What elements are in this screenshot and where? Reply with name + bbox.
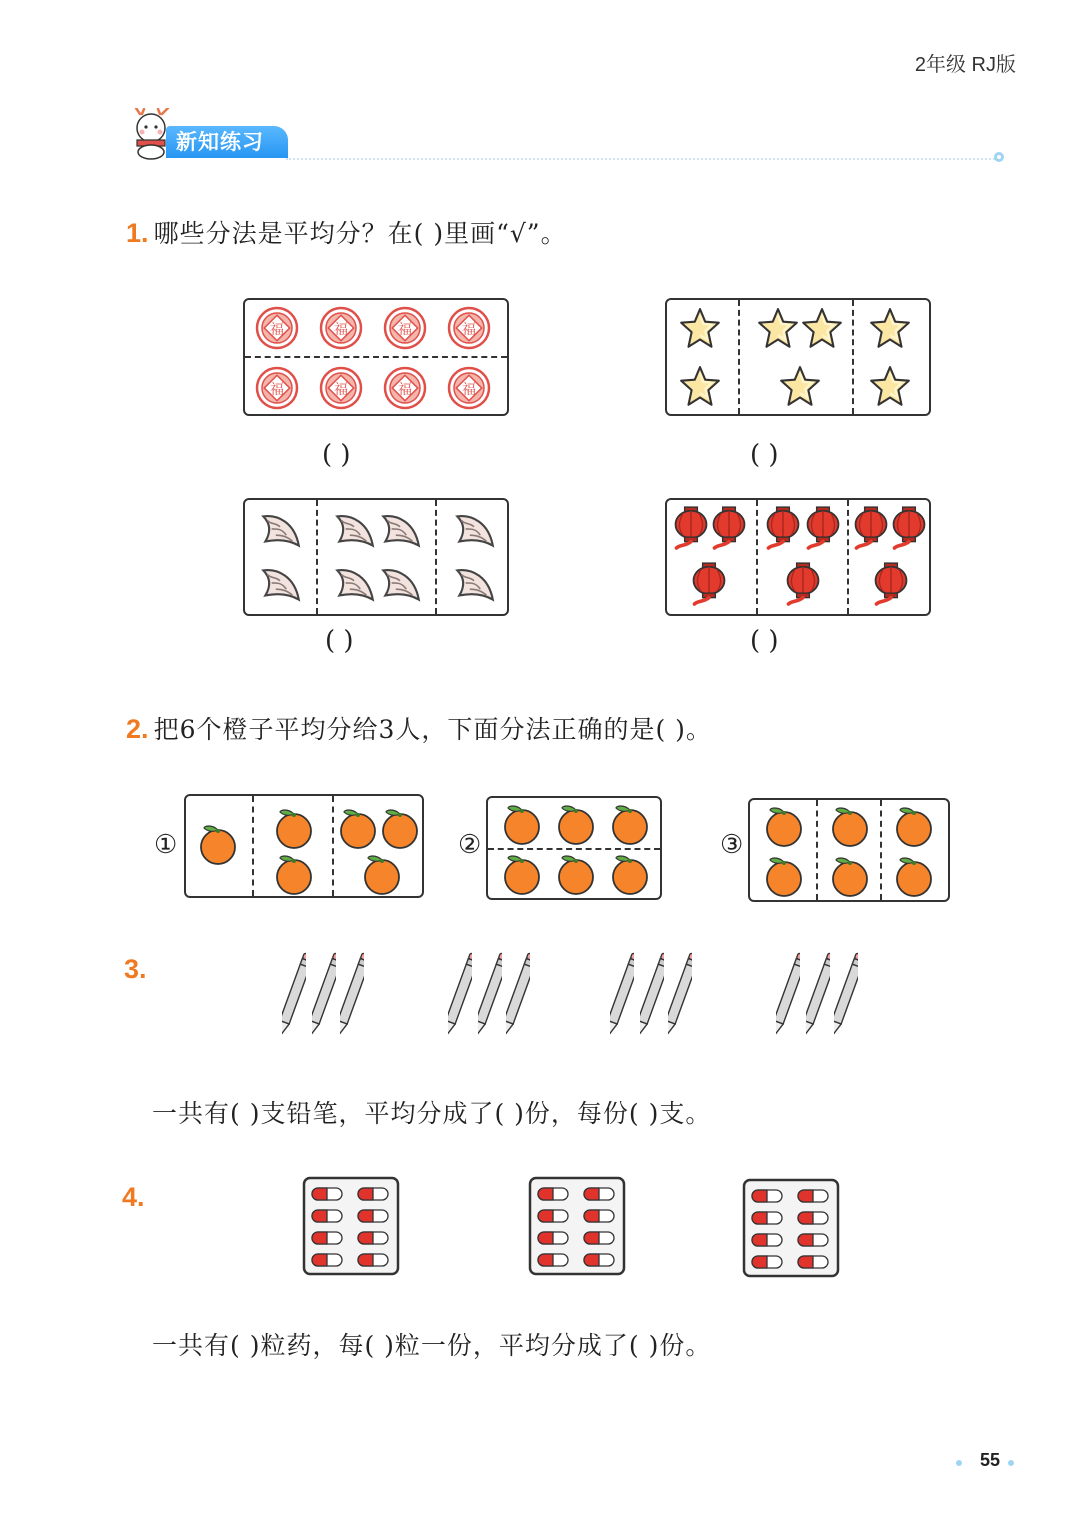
option-label[interactable]: ③: [720, 830, 744, 860]
question-number: 4.: [122, 1182, 145, 1212]
pill-blister-icon: [302, 1176, 400, 1276]
section-title: 新知练习: [166, 126, 288, 158]
fu-stamp-icon: [255, 306, 501, 410]
section-banner: [128, 112, 288, 160]
star-cookie-group: [665, 298, 931, 416]
orange-option-1[interactable]: [184, 794, 424, 898]
section-divider: [286, 158, 998, 160]
page-dot-left: [956, 1460, 962, 1466]
star-cookie-icon: [677, 306, 923, 410]
dumpling-icon: [255, 508, 501, 608]
question-number: 2.: [126, 714, 149, 744]
question-number: 1.: [126, 218, 149, 248]
lantern-group: [665, 498, 931, 616]
fu-stamp-group: [243, 298, 509, 416]
question-number: 3.: [124, 954, 147, 984]
question-2: [126, 710, 712, 746]
orange-option-3[interactable]: [748, 798, 950, 902]
pill-blister-icon: [742, 1178, 840, 1278]
page-number: 55: [979, 1450, 1000, 1470]
question-text: 把6个橙子平均分给3人，下面分法正确的是( )。: [153, 715, 712, 744]
page-dot-right: [1008, 1460, 1014, 1466]
question-4-text: 一共有( )粒药，每( )粒一份，平均分成了( )份。: [152, 1331, 712, 1360]
question-3-text: 一共有( )支铅笔，平均分成了( )份，每份( )支。: [152, 1099, 712, 1128]
grade-edition-label: 2年级 RJ版: [914, 54, 1016, 76]
pill-blister-icon: [528, 1176, 626, 1276]
orange-option-2[interactable]: [486, 796, 662, 900]
option-label[interactable]: ②: [458, 830, 482, 860]
option-label[interactable]: ①: [154, 830, 178, 860]
answer-blank[interactable]: ( ): [750, 626, 779, 656]
answer-blank[interactable]: ( ): [322, 440, 351, 470]
orange-icon: [752, 800, 948, 900]
orange-icon: [492, 798, 660, 898]
answer-blank[interactable]: ( ): [750, 440, 779, 470]
orange-icon: [188, 798, 420, 896]
question-1: [126, 214, 567, 250]
dumpling-group: [243, 498, 509, 616]
answer-blank[interactable]: ( ): [325, 626, 354, 656]
lantern-icon: [671, 504, 929, 612]
pencil-icon: [270, 946, 900, 1046]
flower-icon: [992, 150, 1006, 164]
question-text: 哪些分法是平均分？在( )里画“√”。: [153, 219, 567, 248]
